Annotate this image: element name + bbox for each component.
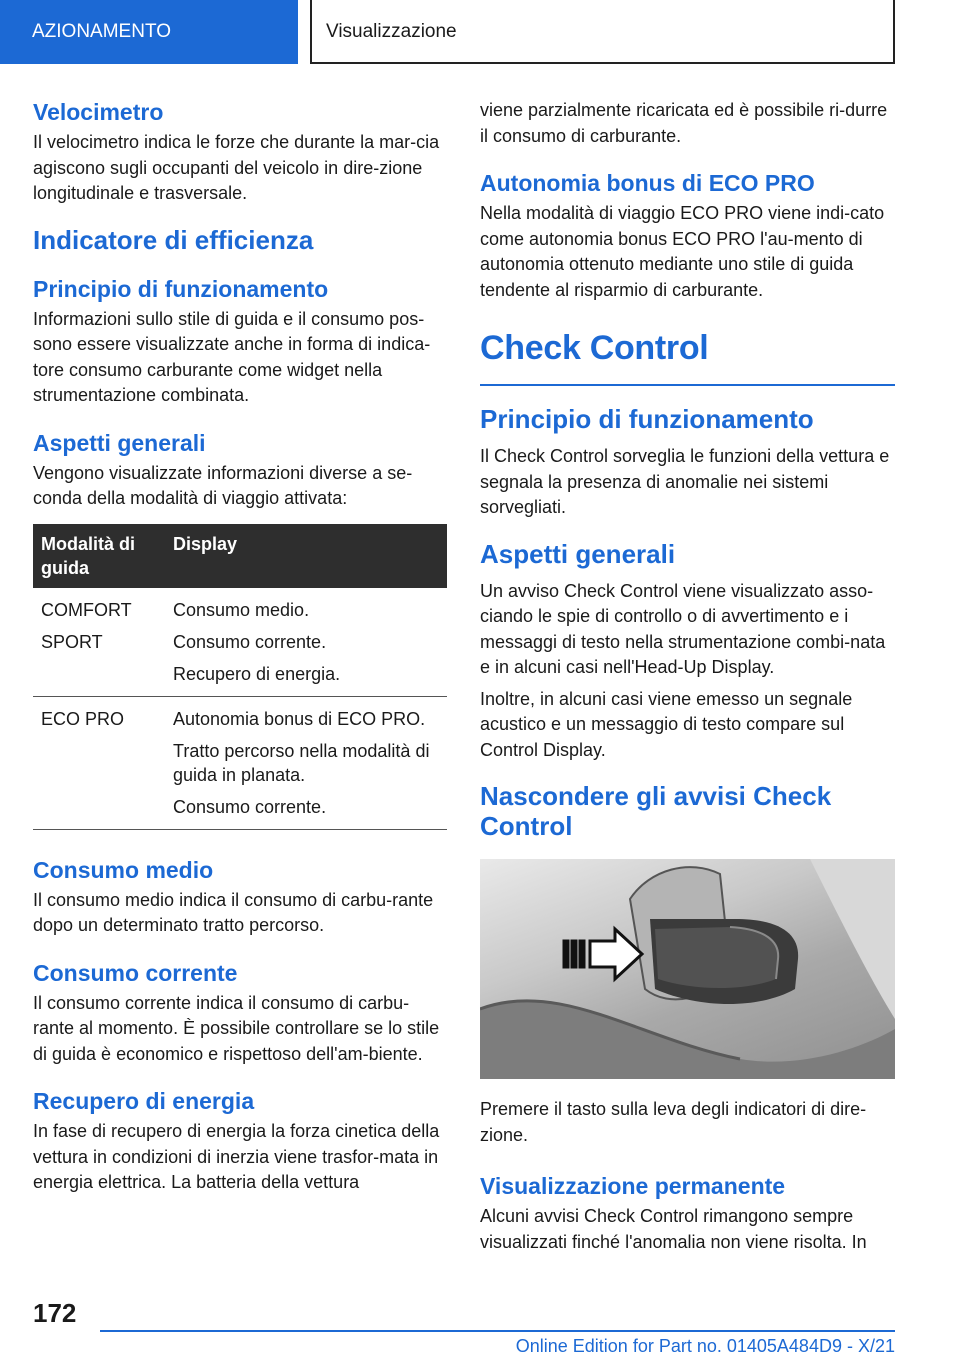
- section-title: Visualizzazione: [326, 21, 457, 42]
- paragraph-principio: Informazioni sullo stile di guida e il consumo pos-sono essere visualizzate anche in forma di indica-tore consumo carburante come widget nella strumentazione combinata.: [33, 308, 431, 405]
- paragraph-continued: viene parzialmente ricaricata ed è possibile ri-durre il consumo di carburante.: [480, 100, 888, 146]
- heading-autonomia-bonus: Autonomia bonus di ECO PRO: [480, 170, 815, 196]
- heading-consumo-corrente: Consumo corrente: [33, 959, 238, 986]
- heading-nascondere-avvisi: Nascondere gli avvisi Check Control: [480, 781, 832, 841]
- modes-table: [33, 524, 447, 830]
- heading-recupero-energia: Recupero di energia: [33, 1088, 255, 1114]
- display-item: Consumo medio.: [173, 599, 310, 620]
- chapter-tab: [0, 0, 298, 64]
- lever-illustration: [480, 859, 895, 1079]
- display-item: Autonomia bonus di ECO PRO.: [173, 708, 426, 729]
- mode-label: COMFORT: [41, 599, 132, 620]
- display-item: Tratto percorso nella modalità di guida in planata.: [173, 740, 430, 785]
- display-item: Consumo corrente.: [173, 631, 327, 652]
- table-header-row: [33, 524, 447, 588]
- paragraph-autonomia-bonus: Nella modalità di viaggio ECO PRO viene indi-cato come autonomia bonus ECO PRO l'au-mento di autonomia ottenuto mediante uno stile di guida tendente al risparmio di carburante.: [480, 203, 885, 300]
- heading-indicatore-efficienza: Indicatore di efficienza: [33, 224, 314, 255]
- footer-divider: [100, 1330, 895, 1332]
- page-number: 172: [33, 1298, 77, 1328]
- paragraph-aspetti-cc-2: Inoltre, in alcuni casi viene emesso un segnale acustico e un messaggio di testo compare sul Control Display.: [480, 688, 853, 760]
- right-column: [480, 98, 895, 1261]
- heading-velocimetro: Velocimetro: [33, 99, 164, 125]
- paragraph-permanente: Alcuni avvisi Check Control rimangono sempre visualizzati finché l'anomalia non viene risolta. In: [480, 1206, 867, 1252]
- table-cell-mode: [33, 588, 165, 697]
- table-header-mode: Modalità di guida: [33, 524, 165, 588]
- display-item: Consumo corrente.: [173, 796, 327, 817]
- table-cell-mode: [33, 696, 165, 829]
- paragraph-consumo-corrente: Il consumo corrente indica il consumo di carbu-rante al momento. È possibile controllare se lo stile di guida è economico e rispettoso dell'am-biente.: [33, 992, 440, 1064]
- heading-principio-funzionamento-cc: Principio di funzionamento: [480, 404, 814, 434]
- table-cell-display: [165, 588, 447, 697]
- table-row: [33, 588, 447, 697]
- heading-aspetti-generali-cc: Aspetti generali: [480, 538, 676, 569]
- table-row: [33, 696, 447, 829]
- paragraph-consumo-medio: Il consumo medio indica il consumo di carbu-rante dopo un determinato tratto percorso.: [33, 889, 434, 935]
- paragraph-aspetti-cc-1: Un avviso Check Control viene visualizzato asso-ciando le spie di controllo o di avvertimento e i messaggi di testo nella strumentazione combi-nata e in alcuni casi nell'Head-Up Display.: [480, 580, 886, 677]
- section-tab: [310, 0, 895, 64]
- heading-principio-funzionamento: Principio di funzionamento: [33, 275, 329, 302]
- table-header-display: Display: [165, 524, 447, 588]
- heading-aspetti-generali: Aspetti generali: [33, 429, 206, 456]
- paragraph-figure-caption: Premere il tasto sulla leva degli indicatori di dire-zione.: [480, 1099, 867, 1145]
- left-column: [33, 98, 447, 1202]
- chapter-title: AZIONAMENTO: [32, 21, 171, 42]
- edition-link[interactable]: Online Edition for Part no. 01405A484D9 - X/21: [515, 1336, 895, 1356]
- display-item: Recupero di energia.: [173, 663, 341, 684]
- mode-label: SPORT: [41, 631, 103, 652]
- arrow-pointer-icon: [564, 929, 642, 979]
- table-cell-display: [165, 696, 447, 829]
- paragraph-principio-cc: Il Check Control sorveglia le funzioni della vettura e segnala la presenza di anomalie nei sistemi sorvegliati.: [480, 446, 890, 517]
- paragraph-velocimetro: Il velocimetro indica le forze che durante la mar-cia agiscono sugli occupanti del veicolo in dire-zione longitudinale e trasversale.: [33, 132, 440, 203]
- heading-check-control: Check Control: [480, 329, 895, 386]
- heading-consumo-medio: Consumo medio: [33, 856, 214, 883]
- mode-label: ECO PRO: [41, 708, 125, 729]
- turn-signal-lever-figure: [480, 859, 895, 1079]
- heading-visualizzazione-permanente: Visualizzazione permanente: [480, 1173, 786, 1199]
- paragraph-aspetti: Vengono visualizzate informazioni diverse a se-conda della modalità di viaggio attivata:: [33, 462, 413, 508]
- paragraph-recupero: In fase di recupero di energia la forza cinetica della vettura in condizioni di inerzia viene trasfor-mata in energia elettrica. La batteria della vettura: [33, 1121, 440, 1192]
